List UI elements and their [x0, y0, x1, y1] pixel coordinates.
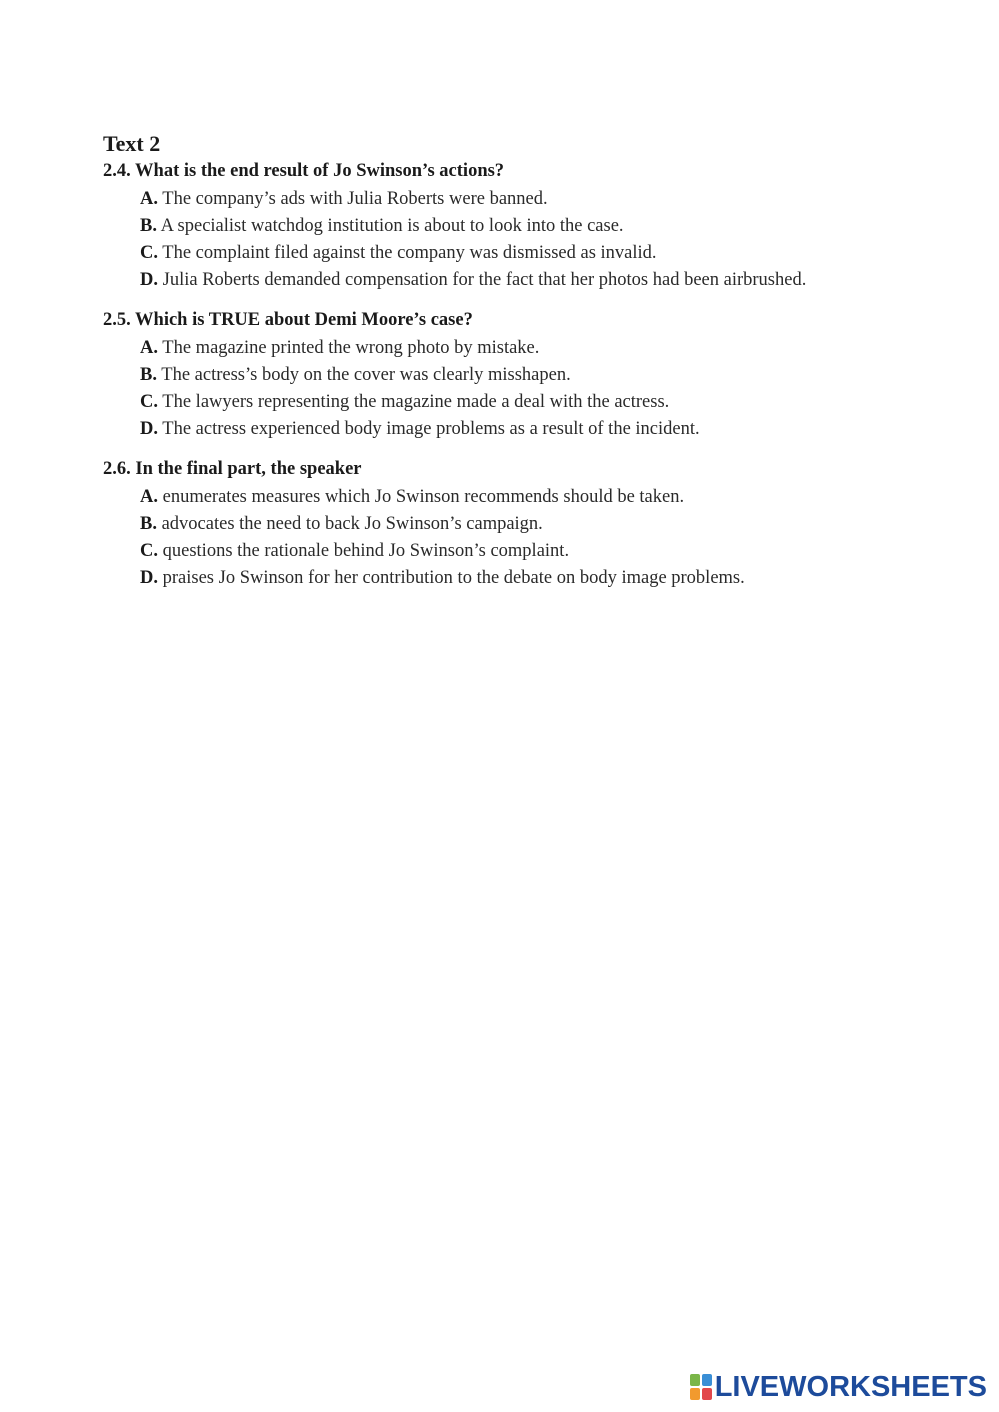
- option-text: advocates the need to back Jo Swinson’s campaign.: [161, 514, 543, 534]
- live-logo-icon: [690, 1374, 712, 1400]
- option-list: [140, 335, 700, 443]
- option-text: The actress experienced body image problems as a result of the incident.: [162, 419, 700, 439]
- question-text: In the final part, the speaker: [135, 459, 362, 479]
- option-letter: C.: [140, 541, 158, 561]
- option-text: The lawyers representing the magazine made a deal with the actress.: [162, 392, 670, 412]
- option-a[interactable]: [140, 335, 700, 362]
- question-2-6: [103, 458, 745, 592]
- option-letter: B.: [140, 216, 157, 236]
- question-number: 2.6.: [103, 459, 131, 479]
- question-text: What is the end result of Jo Swinson’s actions?: [135, 161, 505, 181]
- question-stem: [103, 309, 700, 331]
- option-letter: B.: [140, 365, 157, 385]
- question-2-5: [103, 309, 700, 443]
- option-b[interactable]: [140, 213, 806, 240]
- option-list: [140, 484, 745, 592]
- option-letter: C.: [140, 392, 158, 412]
- option-text: The company’s ads with Julia Roberts were banned.: [162, 189, 548, 209]
- logo-tile-red: [702, 1388, 712, 1400]
- question-number: 2.5.: [103, 310, 131, 330]
- liveworksheets-logo[interactable]: [690, 1371, 987, 1403]
- section-title: Text 2: [103, 131, 161, 156]
- option-letter: D.: [140, 270, 158, 290]
- option-a[interactable]: [140, 186, 806, 213]
- option-letter: B.: [140, 514, 157, 534]
- option-letter: A.: [140, 487, 158, 507]
- question-stem: [103, 458, 745, 480]
- option-c[interactable]: [140, 538, 745, 565]
- option-text: The actress’s body on the cover was clearly misshapen.: [161, 365, 571, 385]
- option-text: A specialist watchdog institution is about to look into the case.: [160, 216, 624, 236]
- option-text: The magazine printed the wrong photo by mistake.: [162, 338, 540, 358]
- question-number: 2.4.: [103, 161, 131, 181]
- option-b[interactable]: [140, 511, 745, 538]
- option-letter: A.: [140, 189, 158, 209]
- option-d[interactable]: [140, 565, 745, 592]
- option-text: questions the rationale behind Jo Swinson’s complaint.: [162, 541, 570, 561]
- option-text: The complaint filed against the company was dismissed as invalid.: [162, 243, 657, 263]
- logo-tile-orange: [690, 1388, 700, 1400]
- option-letter: D.: [140, 419, 158, 439]
- option-a[interactable]: [140, 484, 745, 511]
- option-c[interactable]: [140, 389, 700, 416]
- option-letter: A.: [140, 338, 158, 358]
- option-b[interactable]: [140, 362, 700, 389]
- option-letter: D.: [140, 568, 158, 588]
- logo-tile-blue: [702, 1374, 712, 1386]
- logo-text: LIVEWORKSHEETS: [714, 1371, 987, 1403]
- question-text: Which is TRUE about Demi Moore’s case?: [135, 310, 473, 330]
- option-d[interactable]: [140, 267, 806, 294]
- option-letter: C.: [140, 243, 158, 263]
- option-text: praises Jo Swinson for her contribution to the debate on body image problems.: [162, 568, 745, 588]
- question-2-4: [103, 160, 806, 294]
- logo-tile-green: [690, 1374, 700, 1386]
- option-c[interactable]: [140, 240, 806, 267]
- option-list: [140, 186, 806, 294]
- question-stem: [103, 160, 806, 182]
- option-d[interactable]: [140, 416, 700, 443]
- option-text: enumerates measures which Jo Swinson recommends should be taken.: [162, 487, 685, 507]
- option-text: Julia Roberts demanded compensation for the fact that her photos had been airbrushed.: [162, 270, 807, 290]
